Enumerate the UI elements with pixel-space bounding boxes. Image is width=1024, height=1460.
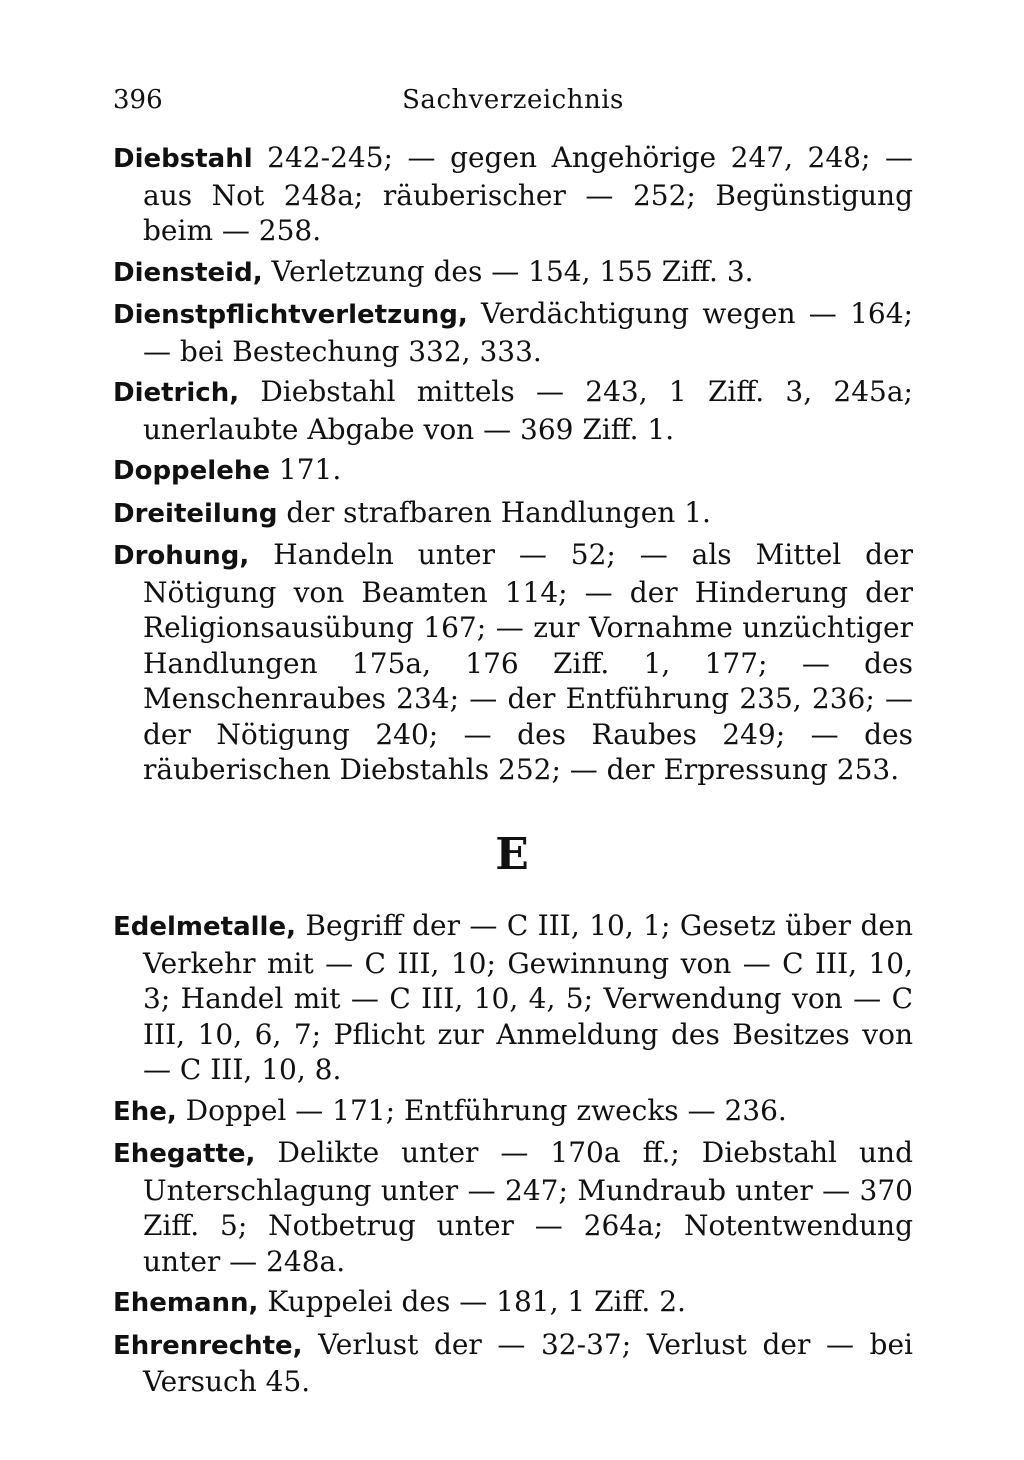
entry-term: Dietrich, <box>113 378 240 408</box>
entry-text: Doppel — 171; Entführung zwecks — 236. <box>176 1093 787 1127</box>
entry-term: Dienstpflichtverletzung, <box>113 300 468 330</box>
entry-term: Doppelehe <box>113 456 270 486</box>
entry-term: Diebstahl <box>113 144 253 174</box>
index-entry <box>113 908 913 1088</box>
index-entry <box>113 452 913 490</box>
entry-text: Handeln unter — 52; — als Mittel der Nötigung von Beamten 114; — der Hinderung der Religionsausübung 167; — zur Vornahme unzüchtiger Handlungen 175a, 176 Ziff. 1, 177; — des Menschenraubes 234; — der Entführung 235, 236; — der Nötigung 240; — des Raubes 249; — des räuberischen Diebstahls 252; — der Erpressung 253. <box>143 538 913 786</box>
index-entry <box>113 1135 913 1279</box>
running-title: Sachverzeichnis <box>402 85 624 115</box>
entry-term: Edelmetalle, <box>113 912 296 942</box>
index-section-d <box>113 140 913 793</box>
index-entry <box>113 296 913 369</box>
index-entry <box>113 1327 913 1400</box>
page-number: 396 <box>113 85 163 115</box>
entry-text: Verlust der — 32-37; Verlust der — bei Versuch 45. <box>143 1327 913 1398</box>
entry-term: Ehegatte, <box>113 1139 256 1169</box>
index-section-e <box>113 908 913 1405</box>
entry-term: Ehe, <box>113 1096 177 1127</box>
entry-term: Ehrenrechte, <box>113 1330 303 1361</box>
index-entry <box>113 254 913 292</box>
index-entry <box>113 374 913 447</box>
entry-text: Begriff der — C III, 10, 1; Gesetz über den Verkehr mit — C III, 10; Gewinnung von — C III, 10, 3; Handel mit — C III, 10, 4, 5; Verwendung von — C III, 10, 6, 7; Pflicht zur Anmeldung des Besitzes von — C III, 10, 8. <box>143 909 913 1086</box>
page-header <box>113 82 913 118</box>
index-entry <box>113 495 913 533</box>
entry-text: Delikte unter — 170a ff.; Diebstahl und Unterschlagung unter — 247; Mundraub unter — 370 Ziff. 5; Notbetrug unter — 264a; Notentwendung unter — 248a. <box>143 1136 913 1278</box>
entry-text: der strafbaren Handlungen 1. <box>277 495 711 529</box>
entry-term: Dreiteilung <box>113 498 278 529</box>
index-entry <box>113 537 913 788</box>
entry-text: 171. <box>270 453 342 486</box>
index-entry <box>113 140 913 249</box>
entry-text: Kuppelei des — 181, 1 Ziff. 2. <box>258 1285 686 1318</box>
entry-text: 242-245; — gegen Angehörige 247, 248; — aus Not 248a; räuberischer — 252; Begünstigung beim — 258. <box>143 141 913 247</box>
entry-text: Verdächtigung wegen — 164; — bei Bestechung 332, 333. <box>143 297 913 368</box>
index-entry <box>113 1284 913 1322</box>
entry-term: Diensteid, <box>113 257 263 288</box>
entry-term: Drohung, <box>113 541 250 571</box>
entry-text: Verletzung des — 154, 155 Ziff. 3. <box>262 254 754 288</box>
entry-term: Ehemann, <box>113 1288 259 1318</box>
section-letter-heading: E <box>495 829 529 880</box>
entry-text: Diebstahl mittels — 243, 1 Ziff. 3, 245a; unerlaubte Abgabe von — 369 Ziff. 1. <box>143 375 913 446</box>
index-entry <box>113 1093 913 1131</box>
